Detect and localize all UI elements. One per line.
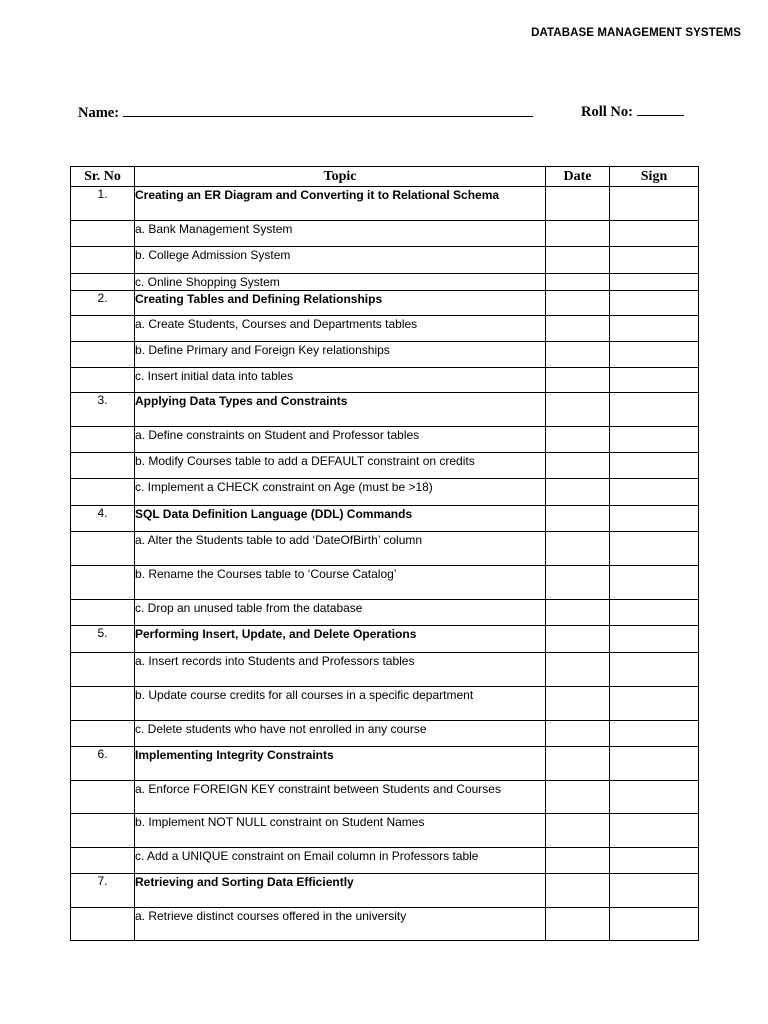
date-cell[interactable] (546, 747, 610, 781)
table-row (71, 721, 699, 747)
topic-subitem-cell: b. Define Primary and Foreign Key relationships (135, 342, 546, 368)
sign-cell[interactable] (610, 453, 699, 479)
sr-no-cell: 1. (71, 187, 135, 221)
sr-no-cell: 3. (71, 393, 135, 427)
table-row (71, 368, 699, 393)
sign-cell[interactable] (610, 316, 699, 342)
sr-no-cell (71, 908, 135, 941)
topic-subitem-cell: c. Implement a CHECK constraint on Age (must be >18) (135, 479, 546, 506)
date-cell[interactable] (546, 368, 610, 393)
sr-no-cell (71, 781, 135, 814)
sign-cell[interactable] (610, 506, 699, 532)
date-cell[interactable] (546, 221, 610, 247)
date-cell[interactable] (546, 291, 610, 316)
sr-no-cell (71, 342, 135, 368)
header-topic: Topic (135, 167, 546, 187)
name-blank-line[interactable] (123, 102, 533, 117)
topic-subitem-cell: b. Modify Courses table to add a DEFAULT constraint on credits (135, 453, 546, 479)
sign-cell[interactable] (610, 274, 699, 291)
sr-no-cell (71, 247, 135, 274)
table-row (71, 342, 699, 368)
table-row (71, 247, 699, 274)
table-row (71, 566, 699, 600)
date-cell[interactable] (546, 687, 610, 721)
sign-cell[interactable] (610, 874, 699, 908)
date-cell[interactable] (546, 874, 610, 908)
sr-no-cell (71, 316, 135, 342)
table-row (71, 848, 699, 874)
table-row (71, 532, 699, 566)
date-cell[interactable] (546, 316, 610, 342)
date-cell[interactable] (546, 453, 610, 479)
date-cell[interactable] (546, 908, 610, 941)
date-cell[interactable] (546, 247, 610, 274)
table-row (71, 506, 699, 532)
table-row (71, 453, 699, 479)
roll-number-field (581, 101, 684, 121)
table-row (71, 316, 699, 342)
topic-heading-cell: Implementing Integrity Constraints (135, 747, 546, 781)
sign-cell[interactable] (610, 600, 699, 626)
topic-heading-cell: Creating Tables and Defining Relationships (135, 291, 546, 316)
sr-no-cell (71, 566, 135, 600)
header-sr-no: Sr. No (71, 167, 135, 187)
sr-no-cell: 6. (71, 747, 135, 781)
topic-heading-cell: Retrieving and Sorting Data Efficiently (135, 874, 546, 908)
topic-subitem-cell: a. Retrieve distinct courses offered in the university (135, 908, 546, 941)
date-cell[interactable] (546, 393, 610, 427)
date-cell[interactable] (546, 848, 610, 874)
topic-subitem-cell: a. Create Students, Courses and Departments tables (135, 316, 546, 342)
topic-subitem-cell: a. Alter the Students table to add ‘DateOfBirth’ column (135, 532, 546, 566)
topic-subitem-cell: a. Enforce FOREIGN KEY constraint between Students and Courses (135, 781, 546, 814)
topic-subitem-cell: c. Drop an unused table from the database (135, 600, 546, 626)
sign-cell[interactable] (610, 626, 699, 653)
table-row (71, 653, 699, 687)
date-cell[interactable] (546, 600, 610, 626)
topic-heading-cell: Applying Data Types and Constraints (135, 393, 546, 427)
table-body (71, 187, 699, 941)
topic-heading-cell: Creating an ER Diagram and Converting it to Relational Schema (135, 187, 546, 221)
sr-no-cell (71, 600, 135, 626)
sr-no-cell (71, 221, 135, 247)
sign-cell[interactable] (610, 291, 699, 316)
date-cell[interactable] (546, 532, 610, 566)
sign-cell[interactable] (610, 781, 699, 814)
sr-no-cell (71, 687, 135, 721)
sr-no-cell: 4. (71, 506, 135, 532)
topic-subitem-cell: a. Define constraints on Student and Professor tables (135, 427, 546, 453)
table-row (71, 187, 699, 221)
table-row (71, 814, 699, 848)
topic-subitem-cell: c. Insert initial data into tables (135, 368, 546, 393)
sign-cell[interactable] (610, 848, 699, 874)
date-cell[interactable] (546, 342, 610, 368)
topic-subitem-cell: c. Add a UNIQUE constraint on Email column in Professors table (135, 848, 546, 874)
table-row (71, 427, 699, 453)
name-label: Name: (78, 105, 120, 121)
roll-number-blank-line[interactable] (637, 101, 684, 116)
date-cell[interactable] (546, 781, 610, 814)
sign-cell[interactable] (610, 653, 699, 687)
topic-subitem-cell: b. Update course credits for all courses in a specific department (135, 687, 546, 721)
topic-subitem-cell: b. Implement NOT NULL constraint on Student Names (135, 814, 546, 848)
sr-no-cell (71, 848, 135, 874)
date-cell[interactable] (546, 506, 610, 532)
table-row (71, 393, 699, 427)
header-date: Date (546, 167, 610, 187)
table-row (71, 747, 699, 781)
date-cell[interactable] (546, 721, 610, 747)
sr-no-cell (71, 453, 135, 479)
date-cell[interactable] (546, 653, 610, 687)
date-cell[interactable] (546, 814, 610, 848)
sign-cell[interactable] (610, 532, 699, 566)
sr-no-cell: 5. (71, 626, 135, 653)
table-row (71, 479, 699, 506)
name-field (78, 102, 533, 122)
date-cell[interactable] (546, 566, 610, 600)
header-sign: Sign (610, 167, 699, 187)
sr-no-cell (71, 274, 135, 291)
sr-no-cell (71, 721, 135, 747)
sign-cell[interactable] (610, 721, 699, 747)
topic-subitem-cell: c. Online Shopping System (135, 274, 546, 291)
sign-cell[interactable] (610, 747, 699, 781)
sr-no-cell (71, 368, 135, 393)
sign-cell[interactable] (610, 427, 699, 453)
date-cell[interactable] (546, 274, 610, 291)
topic-subitem-cell: a. Insert records into Students and Professors tables (135, 653, 546, 687)
sign-cell[interactable] (610, 368, 699, 393)
index-table (70, 166, 699, 941)
table-row (71, 626, 699, 653)
sr-no-cell (71, 427, 135, 453)
roll-number-label: Roll No: (581, 104, 633, 120)
table-header-row (71, 167, 699, 187)
sign-cell[interactable] (610, 342, 699, 368)
table-row (71, 781, 699, 814)
topic-subitem-cell: b. College Admission System (135, 247, 546, 274)
sign-cell[interactable] (610, 814, 699, 848)
table-row (71, 291, 699, 316)
sr-no-cell (71, 653, 135, 687)
date-cell[interactable] (546, 479, 610, 506)
sign-cell[interactable] (610, 908, 699, 941)
topic-subitem-cell: b. Rename the Courses table to ‘Course Catalog’ (135, 566, 546, 600)
sign-cell[interactable] (610, 479, 699, 506)
table-row (71, 274, 699, 291)
sr-no-cell: 2. (71, 291, 135, 316)
sign-cell[interactable] (610, 393, 699, 427)
table-row (71, 600, 699, 626)
sr-no-cell: 7. (71, 874, 135, 908)
date-cell[interactable] (546, 187, 610, 221)
table-row (71, 874, 699, 908)
table-row (71, 687, 699, 721)
topic-heading-cell: SQL Data Definition Language (DDL) Commands (135, 506, 546, 532)
topic-subitem-cell: c. Delete students who have not enrolled in any course (135, 721, 546, 747)
sign-cell[interactable] (610, 221, 699, 247)
topic-heading-cell: Performing Insert, Update, and Delete Operations (135, 626, 546, 653)
table-row (71, 908, 699, 941)
sign-cell[interactable] (610, 687, 699, 721)
sr-no-cell (71, 479, 135, 506)
date-cell[interactable] (546, 427, 610, 453)
sr-no-cell (71, 814, 135, 848)
table-row (71, 221, 699, 247)
sign-cell[interactable] (610, 187, 699, 221)
sign-cell[interactable] (610, 247, 699, 274)
page-header-title: DATABASE MANAGEMENT SYSTEMS (531, 27, 741, 39)
topic-subitem-cell: a. Bank Management System (135, 221, 546, 247)
sr-no-cell (71, 532, 135, 566)
sign-cell[interactable] (610, 566, 699, 600)
date-cell[interactable] (546, 626, 610, 653)
